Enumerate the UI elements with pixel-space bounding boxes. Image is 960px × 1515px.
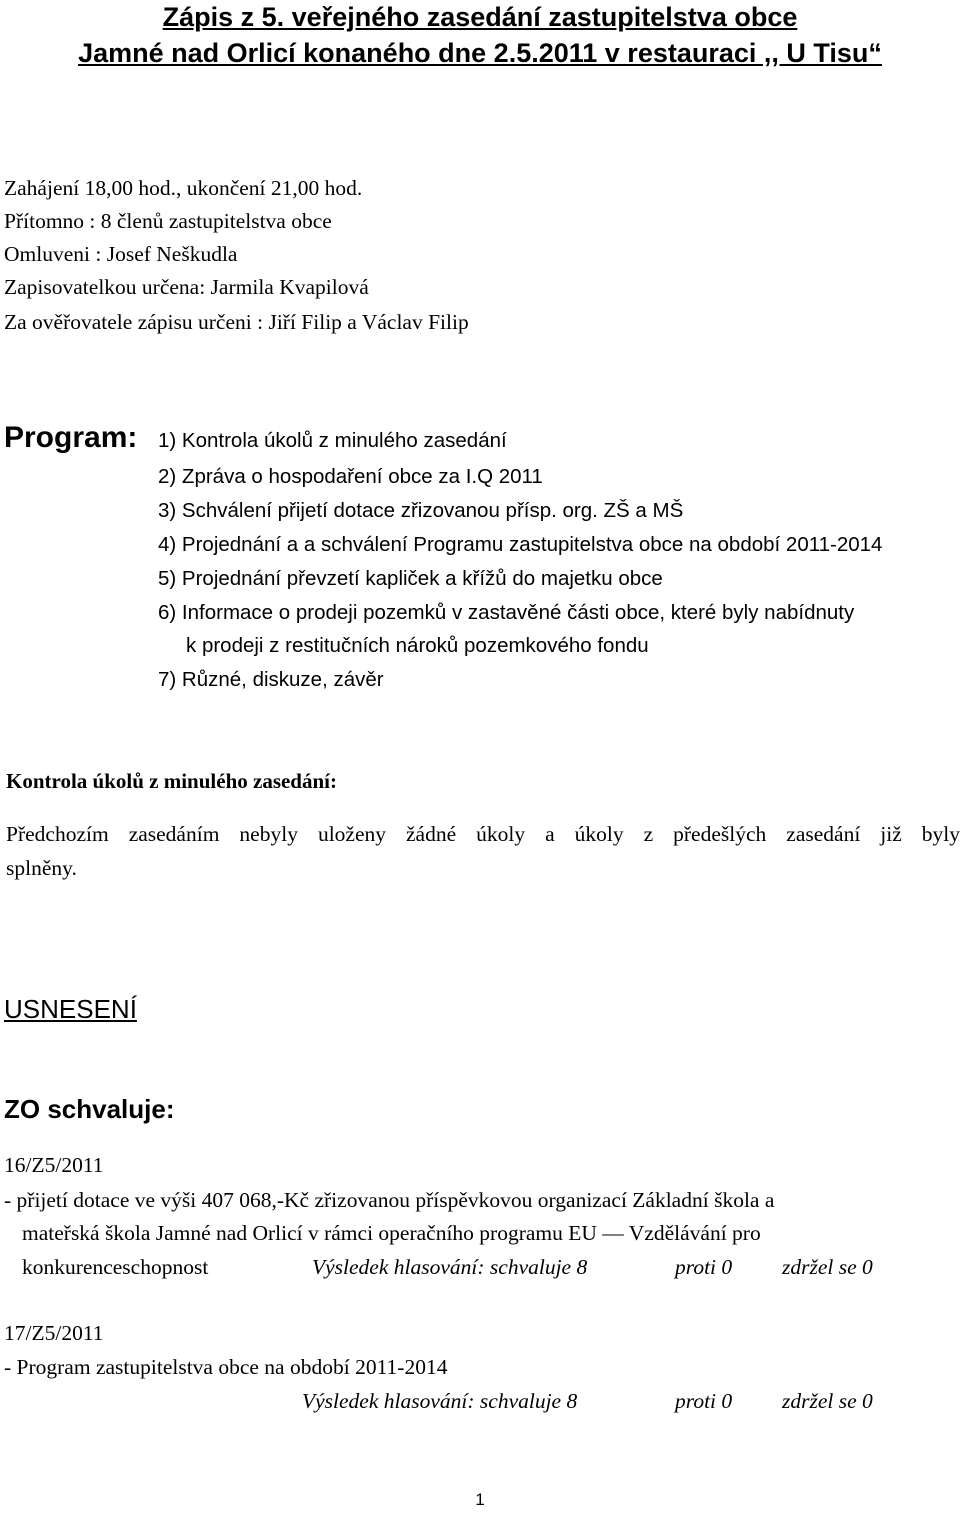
program-item-6-continued: k prodeji z restitučních nároků pozemkového fondu bbox=[186, 634, 649, 657]
program-item-6: 6) Informace o prodeji pozemků v zastavěné části obce, které byly nabídnuty bbox=[158, 601, 855, 624]
program-label: Program: bbox=[4, 421, 138, 454]
resolution-text-line-3: konkurenceschopnost bbox=[22, 1255, 209, 1279]
resolution-text-line-1: - Program zastupitelstva obce na období 2011-2014 bbox=[4, 1355, 448, 1379]
resolution-text-line-1: - přijetí dotace ve výši 407 068,-Kč zřizovanou příspěvkovou organizací Základní škola a bbox=[4, 1188, 775, 1212]
control-heading: Kontrola úkolů z minulého zasedání: bbox=[6, 769, 337, 793]
document-title-line-2: Jamné nad Orlicí konaného dne 2.5.2011 v restauraci ,, U Tisu“ bbox=[78, 38, 882, 68]
control-text-line-1: Předchozím zasedáním nebyly uloženy žádné úkoly a úkoly z předešlých zasedání již byly bbox=[6, 822, 960, 846]
program-item-5: 5) Projednání převzetí kapliček a křížů do majetku obce bbox=[158, 567, 663, 590]
vote-against: proti 0 bbox=[675, 1255, 733, 1279]
vote-result: Výsledek hlasování: schvaluje 8 bbox=[312, 1255, 588, 1279]
resolution-text-line-2: mateřská škola Jamné nad Orlicí v rámci operačního programu EU — Vzdělávání pro bbox=[22, 1221, 761, 1245]
resolution-number: 16/Z5/2011 bbox=[4, 1153, 104, 1177]
vote-abstained: zdržel se 0 bbox=[782, 1255, 873, 1279]
page-number: 1 bbox=[475, 1490, 485, 1509]
vote-abstained: zdržel se 0 bbox=[782, 1389, 873, 1413]
verifiers: Za ověřovatele zápisu určeni : Jiří Filip a Václav Filip bbox=[4, 310, 469, 334]
program-item-1: 1) Kontrola úkolů z minulého zasedání bbox=[158, 429, 507, 452]
control-text-line-2: splněny. bbox=[6, 856, 77, 880]
document-title-line-1: Zápis z 5. veřejného zasedání zastupitelstva obce bbox=[162, 2, 798, 32]
zo-approves-heading: ZO schvaluje: bbox=[4, 1094, 175, 1124]
excused: Omluveni : Josef Neškudla bbox=[4, 242, 238, 266]
vote-result: Výsledek hlasování: schvaluje 8 bbox=[302, 1389, 578, 1413]
program-item-4: 4) Projednání a a schválení Programu zastupitelstva obce na období 2011-2014 bbox=[158, 533, 883, 556]
resolution-heading: USNESENÍ bbox=[4, 994, 137, 1024]
meeting-time: Zahájení 18,00 hod., ukončení 21,00 hod. bbox=[4, 176, 363, 200]
program-item-7: 7) Různé, diskuze, závěr bbox=[158, 668, 384, 691]
attendance: Přítomno : 8 členů zastupitelstva obce bbox=[4, 209, 332, 233]
resolution-number: 17/Z5/2011 bbox=[4, 1321, 104, 1345]
program-item-3: 3) Schválení přijetí dotace zřizovanou přísp. org. ZŠ a MŠ bbox=[158, 499, 684, 522]
program-item-2: 2) Zpráva o hospodaření obce za I.Q 2011 bbox=[158, 465, 543, 488]
recorder: Zapisovatelkou určena: Jarmila Kvapilová bbox=[4, 275, 369, 299]
vote-against: proti 0 bbox=[675, 1389, 733, 1413]
